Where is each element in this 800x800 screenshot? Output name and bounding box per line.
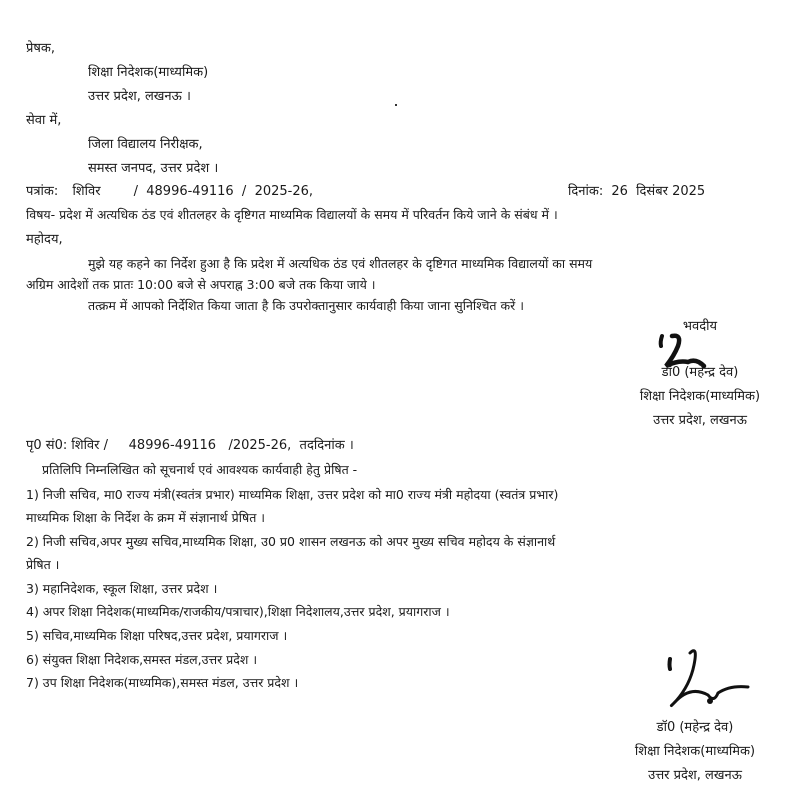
signatory-location-1: उत्तर प्रदेश, लखनऊ xyxy=(653,413,747,428)
recipient-location: समस्त जनपद, उत्तर प्रदेश । xyxy=(88,161,219,176)
signatory-designation-1: शिक्षा निदेशक(माध्यमिक) xyxy=(639,389,761,404)
body-para1-line1: मुझे यह कहने का निर्देश हुआ है कि प्रदेश में अत्यधिक ठंड एवं शीतलहर के दृष्टिगत माध्यमिक विद्यालयों का समय xyxy=(88,256,593,271)
salutation: महोदय, xyxy=(26,232,63,247)
endorsement-ref: पृ0 सं0: शिविर / 48996-49116 /2025-26, तददिनांक । xyxy=(26,438,354,453)
copy-item-1-line2: माध्यमिक शिक्षा के निर्देश के क्रम में संज्ञानार्थ प्रेषित । xyxy=(26,510,266,525)
sender-location: उत्तर प्रदेश, लखनऊ । xyxy=(88,89,191,104)
subject: विषय- प्रदेश में अत्यधिक ठंड एवं शीतलहर के दृष्टिगत माध्यमिक विद्यालयों के समय में परिवर्तन किये जाने के संबंध में । xyxy=(26,207,558,222)
date-value: 26 दिसंबर 2025 xyxy=(611,184,706,199)
letter-date xyxy=(568,183,705,201)
patrank-value: शिविर / 48996-49116 / 2025-26, xyxy=(72,184,314,199)
signatory-designation-2: शिक्षा निदेशक(माध्यमिक) xyxy=(634,744,756,759)
recipient-label: सेवा में, xyxy=(26,113,62,128)
body-para2: तत्क्रम में आपको निर्देशित किया जाता है कि उपरोक्तानुसार कार्यवाही किया जाना सुनिश्चित करें । xyxy=(88,298,524,313)
endorsement-intro: प्रतिलिपि निम्नलिखित को सूचनार्थ एवं आवश्यक कार्यवाही हेतु प्रेषित - xyxy=(42,462,358,477)
copy-item-4: 4) अपर शिक्षा निदेशक(माध्यमिक/राजकीय/पत्राचार),शिक्षा निदेशालय,उत्तर प्रदेश, प्रयागराज । xyxy=(26,604,450,619)
date-label: दिनांक: xyxy=(568,184,604,199)
copy-item-2-line2: प्रेषित । xyxy=(26,557,60,572)
stray-mark xyxy=(395,104,397,106)
copy-item-1-line1: 1) निजी सचिव, मा0 राज्य मंत्री(स्वतंत्र प्रभार) माध्यमिक शिक्षा, उत्तर प्रदेश को मा0 राज्य मंत्री महोदया (स्वतंत्र प्रभार) xyxy=(26,487,559,502)
copy-item-6: 6) संयुक्त शिक्षा निदेशक,समस्त मंडल,उत्तर प्रदेश । xyxy=(26,652,258,667)
recipient-designation: जिला विद्यालय निरीक्षक, xyxy=(88,137,203,152)
sender-label: प्रेषक, xyxy=(26,41,56,56)
copy-item-5: 5) सचिव,माध्यमिक शिक्षा परिषद,उत्तर प्रदेश, प्रयागराज । xyxy=(26,628,288,643)
body-para1-line2: अग्रिम आदेशों तक प्रातः 10:00 बजे से अपराह्न 3:00 बजे तक किया जाये । xyxy=(26,277,376,292)
signature-icon xyxy=(660,645,760,715)
signatory-name-1: डॉ0 (महेन्द्र देव) xyxy=(661,365,739,380)
letter-number xyxy=(26,183,313,201)
patrank-label: पत्रांक: xyxy=(26,184,59,199)
sender-designation: शिक्षा निदेशक(माध्यमिक) xyxy=(88,65,209,80)
copy-item-3: 3) महानिदेशक, स्कूल शिक्षा, उत्तर प्रदेश । xyxy=(26,581,218,596)
signatory-location-2: उत्तर प्रदेश, लखनऊ xyxy=(648,768,742,783)
copy-item-2-line1: 2) निजी सचिव,अपर मुख्य सचिव,माध्यमिक शिक्षा, उ0 प्र0 शासन लखनऊ को अपर मुख्य सचिव महोदय के संज्ञानार्थ xyxy=(26,534,556,549)
copy-item-7: 7) उप शिक्षा निदेशक(माध्यमिक),समस्त मंडल, उत्तर प्रदेश । xyxy=(26,675,299,690)
closing: भवदीय xyxy=(682,319,718,334)
signatory-name-2: डॉ0 (महेन्द्र देव) xyxy=(656,720,734,735)
